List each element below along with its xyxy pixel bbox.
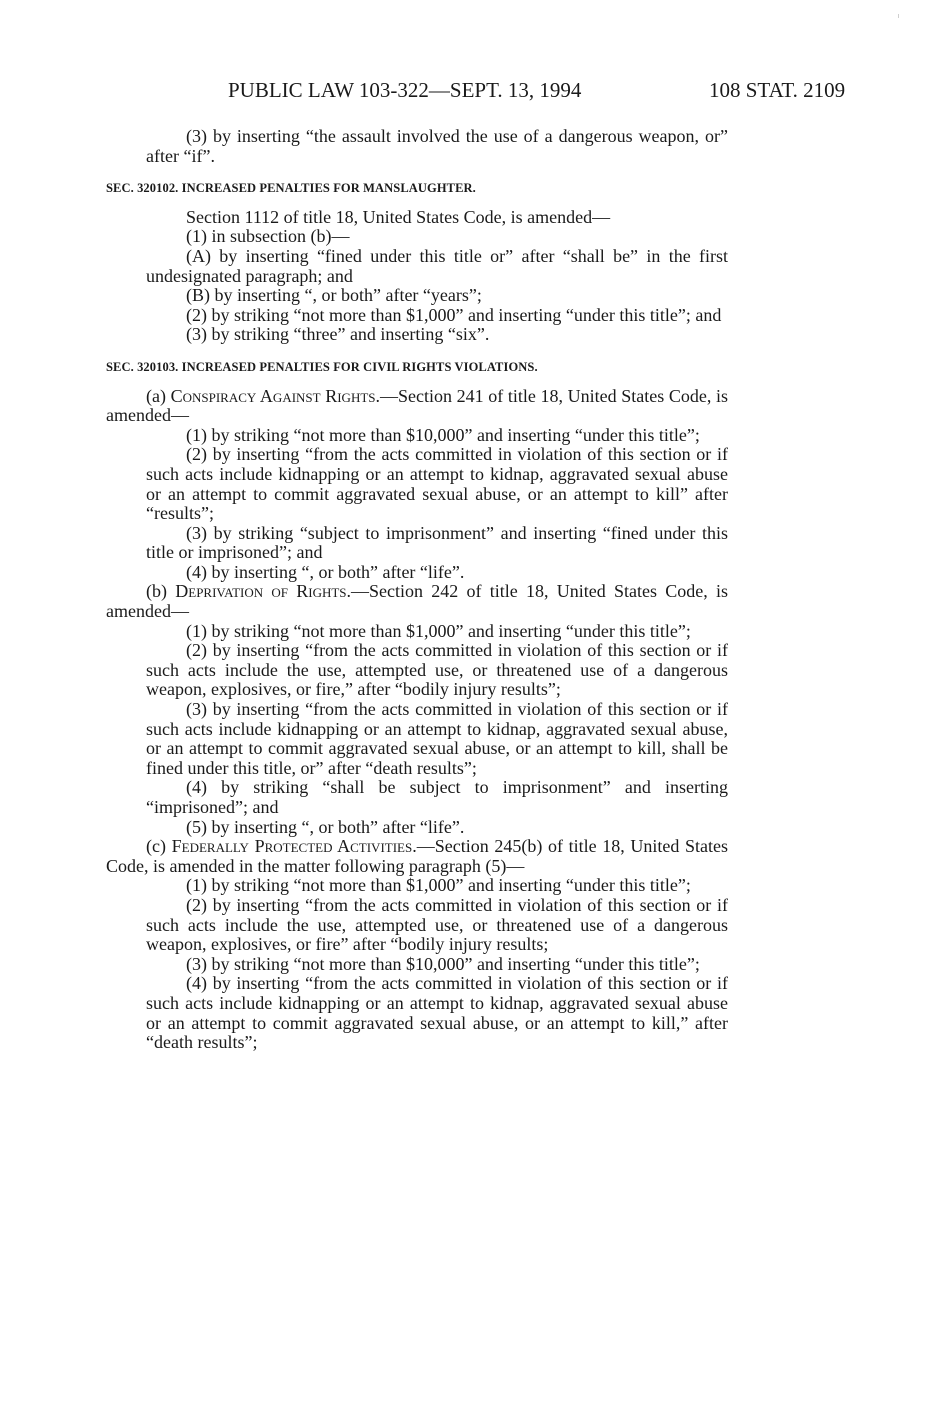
- law-text: [106, 127, 728, 1053]
- section-heading: SEC. 320102. INCREASED PENALTIES FOR MANSLAUGHTER.: [106, 181, 476, 196]
- subsection-text: .—Section 242 of title 18, United States Code, is amended—: [106, 581, 728, 622]
- subsection-label: (c): [146, 836, 172, 857]
- page-header: [0, 78, 943, 108]
- subsection-c: [106, 837, 728, 876]
- paragraph: (1) by striking “not more than $10,000” and inserting “under this title”;: [186, 424, 700, 445]
- paragraph: (A) by inserting “fined under this title or” after “shall be” in the first undesignated paragraph; and: [146, 245, 728, 286]
- running-title: PUBLIC LAW 103-322—SEPT. 13, 1994: [228, 78, 582, 102]
- subsection-text: .—Section 245(b) of title 18, United States Code, is amended in the matter following paragraph (5)—: [106, 836, 729, 876]
- paragraph: (2) by striking “not more than $1,000” and inserting “under this title”; and: [186, 304, 722, 325]
- subsection-label: (b): [146, 581, 176, 602]
- subsection-heading: Conspiracy Against Rights: [170, 385, 376, 406]
- subsection-label: (a): [146, 385, 171, 406]
- paragraph: (3) by inserting “the assault involved the use of a dangerous weapon, or” after “if”.: [146, 126, 728, 166]
- subsection-heading: Deprivation of Rights: [175, 581, 347, 602]
- paragraph: (2) by inserting “from the acts committed in violation of this section or if such acts include the use, attempted use, or threatened use of a dangerous weapon, explosives, or fire” after “bodily injury results;: [146, 894, 728, 955]
- statute-page-number: 108 STAT. 2109: [709, 78, 846, 102]
- paragraph: (2) by inserting “from the acts committed in violation of this section or if such acts include the use, attempted use, or threatened use of a dangerous weapon, explosives, or fire,” after “bodily injury results”;: [146, 640, 728, 700]
- paragraph: (5) by inserting “, or both” after “life”.: [186, 816, 465, 837]
- paragraph: (4) by inserting “, or both” after “life”.: [186, 561, 465, 582]
- scan-mark: [898, 14, 899, 18]
- paragraph: (1) by striking “not more than $1,000” and inserting “under this title”;: [186, 620, 691, 641]
- subsection-a: [106, 387, 728, 426]
- subsection-heading: Federally Protected Activities: [171, 836, 413, 857]
- subsection-text: .—Section 241 of title 18, United States Code, is amended—: [106, 385, 728, 426]
- paragraph: (3) by inserting “from the acts committed in violation of this section or if such acts include kidnapping or an attempt to kidnap, aggravated sexual abuse, or an attempt to commit aggravated sexual abuse, or an attempt to kill, shall be fined under this title, or” after “death results”;: [146, 699, 728, 778]
- paragraph: (3) by striking “subject to imprisonment” and inserting “fined under this title or imprisoned”; and: [146, 522, 728, 563]
- paragraph: (3) by striking “three” and inserting “six”.: [186, 324, 490, 345]
- paragraph: (B) by inserting “, or both” after “years”;: [186, 285, 482, 306]
- paragraph: (1) by striking “not more than $1,000” and inserting “under this title”;: [186, 875, 691, 896]
- paragraph: (2) by inserting “from the acts committed in violation of this section or if such acts include kidnapping or an attempt to kidnap, aggravated sexual abuse or an attempt to commit aggravated sexual abuse, or an attempt to kill” after “results”;: [146, 444, 728, 524]
- paragraph: Section 1112 of title 18, United States Code, is amended—: [186, 206, 611, 227]
- subsection-b: [106, 582, 728, 621]
- section-heading: SEC. 320103. INCREASED PENALTIES FOR CIVIL RIGHTS VIOLATIONS.: [106, 359, 538, 374]
- paragraph: (1) in subsection (b)—: [186, 226, 350, 247]
- paragraph: (4) by striking “shall be subject to imprisonment” and inserting “imprisoned”; and: [146, 777, 728, 817]
- paragraph: (3) by striking “not more than $10,000” and inserting “under this title”;: [186, 953, 700, 974]
- paragraph: (4) by inserting “from the acts committed in violation of this section or if such acts include kidnapping or an attempt to kidnap, aggravated sexual abuse or an attempt to commit aggravated sexual abuse, or an attempt to kill,” after “death results”;: [146, 973, 728, 1053]
